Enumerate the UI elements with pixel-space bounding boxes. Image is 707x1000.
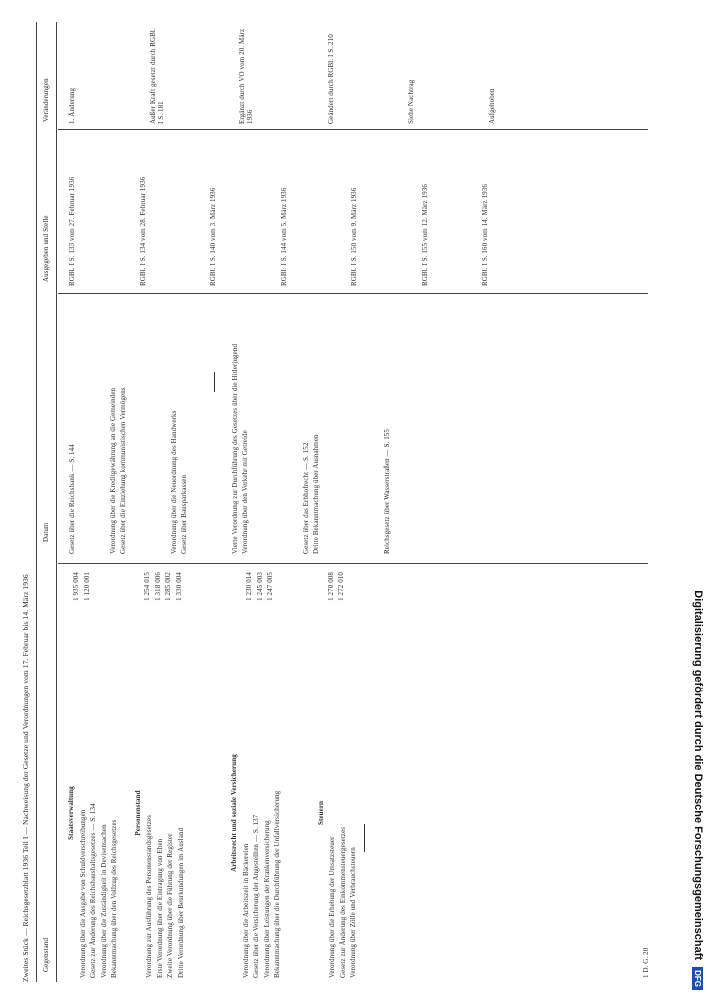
amount-value: 1 272 010 <box>337 572 345 601</box>
header-rule <box>36 22 37 982</box>
column-divider <box>58 563 648 564</box>
amount-column <box>72 572 632 642</box>
publication-entry: RGBl. I S. 134 vom 28. Februar 1936 <box>138 176 147 286</box>
changes-column <box>68 24 638 124</box>
change-entry: Außer Kraft gesetzt durch RGBl. I S. 181 <box>148 28 165 124</box>
amount-value: 1 120 001 <box>82 572 91 601</box>
amount-value: 1 254 015 <box>143 572 151 601</box>
middle-entry: Verordnung über den Verkehr mit Getreide <box>241 430 249 554</box>
publication-entry: RGBl. I S. 140 vom 3. März 1936 <box>209 187 217 286</box>
column-divider <box>58 293 648 294</box>
middle-entry: Gesetz über die Reichsbank — S. 144 <box>68 444 76 554</box>
amount-value: 1 935 004 <box>72 572 80 601</box>
amount-value: 1 318 006 <box>153 572 162 601</box>
section-heading: Personenstand <box>133 790 142 836</box>
entry-line: Bekanntmachung über den Vollzug des Reichsgesetzes <box>110 819 118 978</box>
dfg-logo-icon: DFG <box>692 967 703 990</box>
document-header: Zweites Stück — Reichsgesetzblatt 1936 Teil I — Nachweisung der Gesetze und Verordnungen vom 17. Februar bis 14. März 1936 <box>21 574 30 982</box>
middle-entry: Vierte Verordnung zur Durchführung des Gesetzes über die Hitlerjugend <box>230 343 239 554</box>
dfg-watermark-bar <box>689 0 707 1000</box>
entry-line: Verordnung über die Arbeitszeit in Bäckereien <box>241 843 250 978</box>
column-head-date: Datum <box>42 522 50 542</box>
scan-dash <box>364 824 365 852</box>
publication-entry: RGBl. I S. 150 vom 9. März 1936 <box>350 187 358 286</box>
section-heading: Arbeitsrecht und soziale Versicherung <box>230 754 238 872</box>
entry-line: Gesetz zur Änderung des Einkommensteuergesetzes <box>338 826 347 978</box>
section-heading: Steuern <box>316 800 325 826</box>
amount-value: 1 285 002 <box>164 572 172 601</box>
entry-line: Gesetz zur Änderung des Reichshaushaltsgesetzes — S. 134 <box>89 803 97 978</box>
entry-line: Verordnung über Zölle und Verbrauchsteuern <box>349 847 357 978</box>
entry-line: Verordnung zur Ausführung des Personenstandsgesetzes <box>145 814 153 978</box>
entry-line: Bekanntmachung über die Durchführung der Unfallversicherung <box>273 790 281 978</box>
entry-line: Verordnung über Leistungen der Krankenversicherung <box>262 820 271 978</box>
middle-entry: Gesetz über das Erbhofrecht — S. 152 <box>301 442 310 554</box>
amount-value: 1 245 003 <box>255 572 264 601</box>
amount-value: 1 247 005 <box>266 572 274 601</box>
section-heading: Staatsverwaltung <box>67 786 75 840</box>
entry-line: Verordnung über die Erhebung der Umsatzsteuer <box>328 836 336 978</box>
amount-value: 1 230 014 <box>245 572 253 601</box>
column-divider <box>58 129 648 130</box>
change-entry: Ergänzt durch VO vom 20. März 1936 <box>237 28 254 124</box>
amount-value: 1 330 004 <box>174 572 183 601</box>
entry-line: Verordnung über die Ausgabe von Schuldverschreibungen <box>78 809 87 978</box>
middle-column <box>68 304 638 554</box>
document-body <box>14 22 654 982</box>
column-head-changes: Veränderungen <box>42 78 50 122</box>
entry-line: Dritte Verordnung über Beurkundungen im Ausland <box>176 827 185 978</box>
footer-mark: 1 D. G. 20 <box>642 947 650 978</box>
change-entry: Aufgehoben <box>487 88 496 124</box>
entry-line: Erste Verordnung über die Eintragung von Ehen <box>155 838 164 978</box>
middle-entry: Verordnung über die Kreditgewährung an die Gemeinden <box>108 387 117 554</box>
publication-entry: RGBl. I S. 133 vom 27. Februar 1936 <box>68 176 76 286</box>
middle-entry: Gesetz über Bausparkassen <box>180 474 188 554</box>
middle-entry: Dritte Bekanntmachung über Ausnahmen <box>312 434 320 554</box>
amount-value: 1 270 008 <box>326 572 335 601</box>
middle-entry: Gesetz über die Einziehung kommunistischen Vermögens <box>119 387 127 554</box>
entry-line: Verordnung über die Zuständigkeit in Devisensachen <box>99 824 108 978</box>
entry-line: Gesetz über die Versicherung der Angestellten — S. 137 <box>252 814 260 978</box>
entry-line: Zweite Verordnung über die Führung der Register <box>166 833 174 978</box>
column-head-subject: Gegenstand <box>42 937 50 972</box>
watermark-text: Digitalisierung gefördert durch die Deutsche Forschungsgemeinschaft <box>692 590 704 961</box>
middle-entry: Reichsgesetz über Wasserstraßen — S. 155 <box>382 429 391 554</box>
column-head-published: Ausgegeben und Stelle <box>42 215 50 282</box>
scan-dash <box>214 372 215 392</box>
publication-entry: RGBl. I S. 155 vom 12. März 1936 <box>420 184 429 286</box>
change-entry: Geändert durch RGBl. I S. 210 <box>326 34 335 124</box>
right-column <box>68 136 638 286</box>
change-entry: Siehe Nachtrag <box>407 79 415 124</box>
middle-entry: Verordnung über die Neuordnung des Handwerks <box>169 410 178 554</box>
left-column <box>64 648 644 978</box>
column-header-rule <box>56 22 57 982</box>
publication-entry: RGBl. I S. 160 vom 14. März 1936 <box>481 184 489 286</box>
change-entry: 1. Änderung <box>68 87 76 124</box>
dfg-watermark <box>689 0 707 1000</box>
publication-entry: RGBl. I S. 144 vom 5. März 1936 <box>279 187 288 286</box>
